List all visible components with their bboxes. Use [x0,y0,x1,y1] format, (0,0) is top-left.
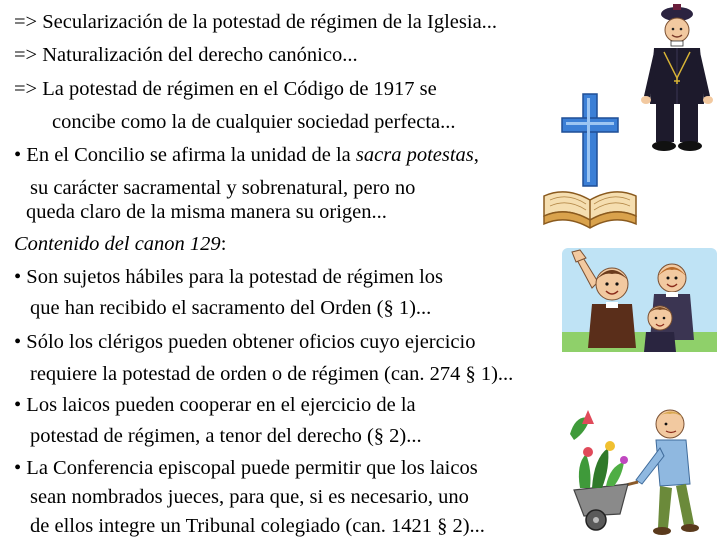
text-line [14,143,479,167]
bullet-line: • Son sujetos hábiles para la potestad de régimen los [14,266,444,288]
text-line: => La potestad de régimen en el Código de 1917 se [14,78,437,100]
text-line: => Secularización de la potestad de régimen de la Iglesia... [14,11,498,33]
italic-term: sacra potestas [355,144,474,166]
text-line: de ellos integre un Tribunal colegiado (can. 1421 § 2)... [30,515,485,537]
text-segment: , [473,144,479,166]
children-icon [562,248,717,352]
text-line: requiere la potestad de orden o de régimen (can. 274 § 1)... [30,363,514,385]
text-line: concibe como la de cualquier sociedad perfecta... [52,111,456,133]
text-line: queda claro de la misma manera su origen... [26,201,387,223]
bullet-line: • Los laicos pueden cooperar en el ejercicio de la [14,394,416,416]
text-line: su carácter sacramental y sobrenatural, pero no [30,177,416,199]
clergyman-icon [640,4,716,152]
italic-heading: Contenido del canon 129 [14,233,221,255]
cross-book-icon [540,92,640,232]
text-line: que han recibido el sacramento del Orden (§ 1)... [30,297,432,319]
text-line: sean nombrados jueces, para que, si es necesario, uno [30,486,469,508]
bullet-line: • Sólo los clérigos pueden obtener oficios cuyo ejercicio [14,331,476,353]
section-heading: Contenido del canon 129: [14,233,227,255]
text-line: => Naturalización del derecho canónico... [14,44,358,66]
text-line: potestad de régimen, a tenor del derecho (§ 2)... [30,425,422,447]
gardener-icon [566,404,718,538]
text-segment: • En el Concilio se afirma la unidad de la [14,144,356,166]
bullet-line: • La Conferencia episcopal puede permitir que los laicos [14,457,478,479]
